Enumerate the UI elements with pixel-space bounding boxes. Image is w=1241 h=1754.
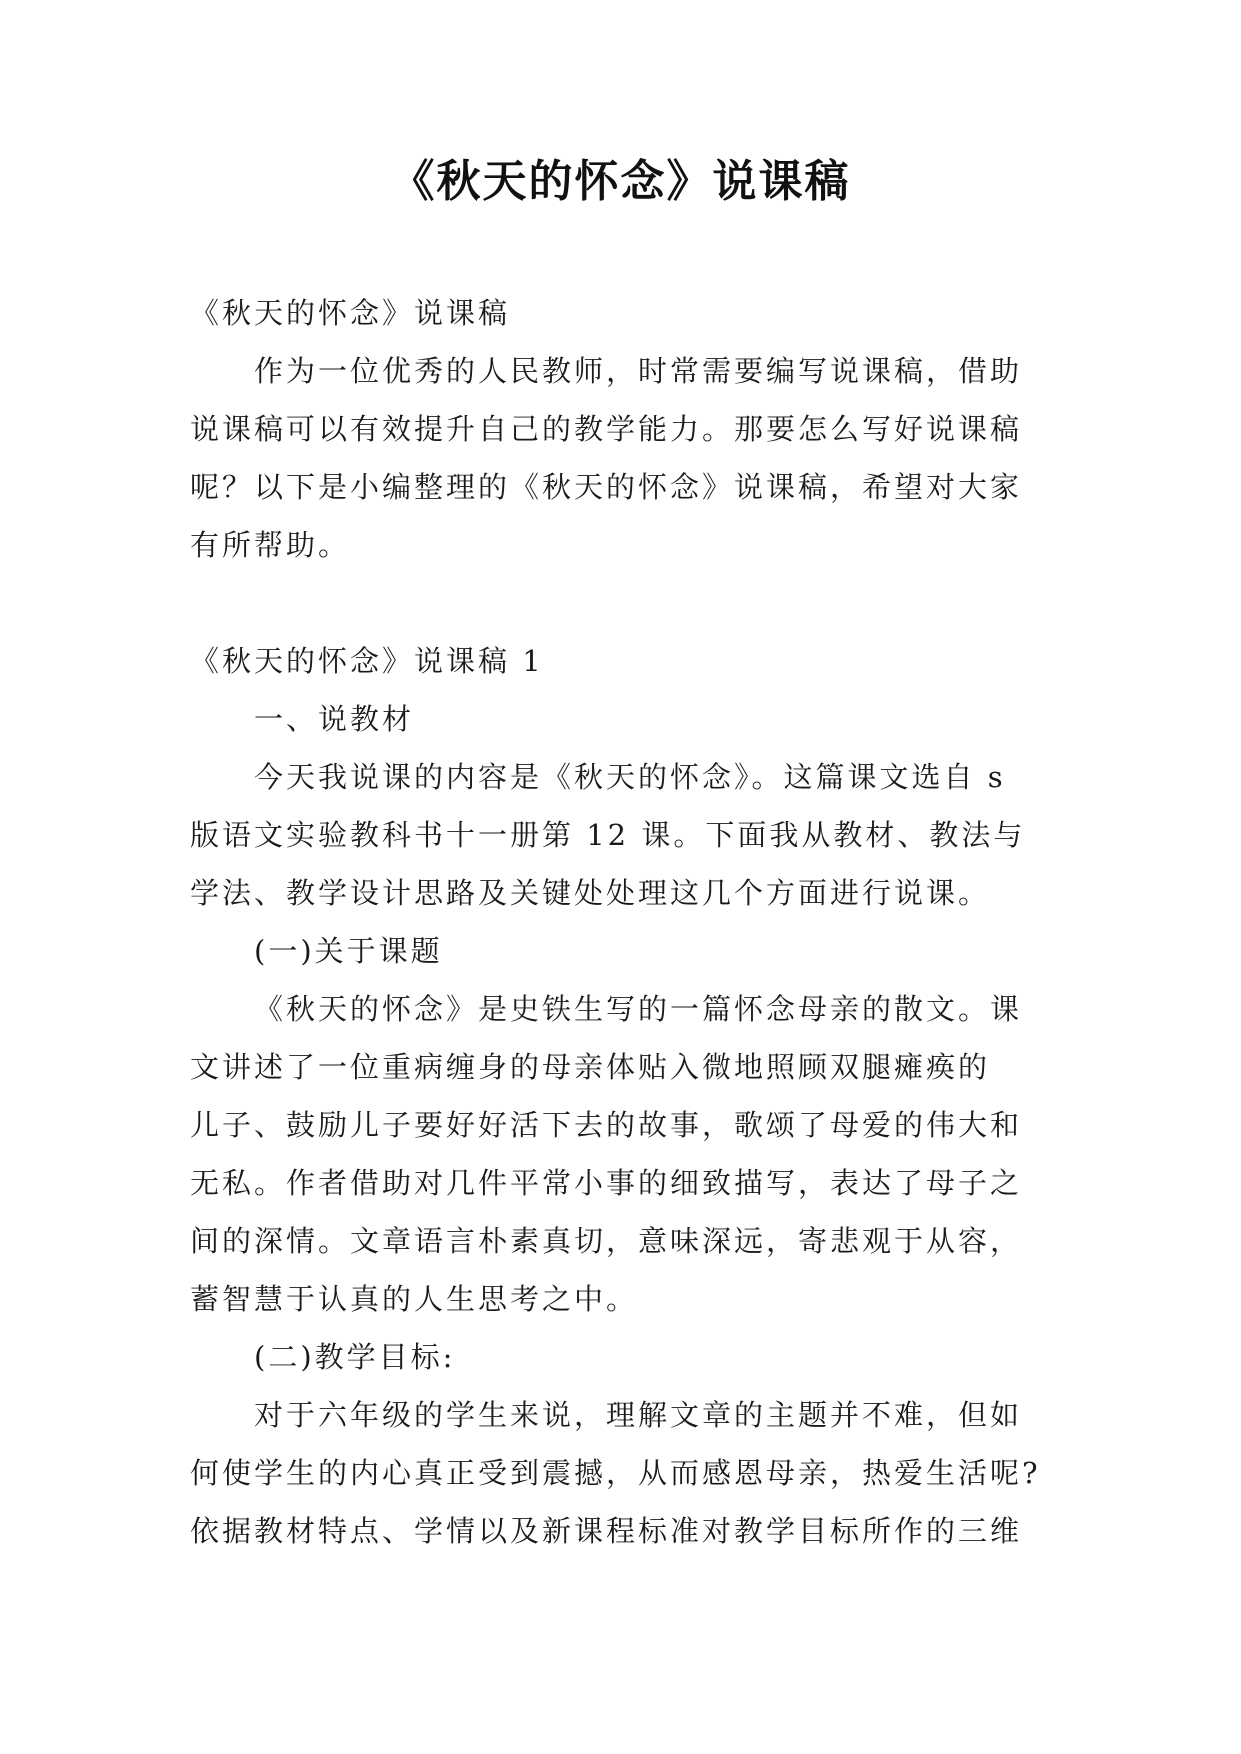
paragraph-line: 版语文实验教科书十一册第 12 课。下面我从教材、教法与 (190, 818, 1026, 852)
document-body (190, 284, 1054, 1560)
paragraph-line: 间的深情。文章语言朴素真切，意味深远，寄悲观于从容， (190, 1224, 1023, 1258)
paragraph-line: 文讲述了一位重病缠身的母亲体贴入微地照顾双腿瘫痪的 (190, 1050, 991, 1084)
paragraph-line: 对于六年级的学生来说，理解文章的主题并不难，但如 (254, 1398, 1023, 1432)
paragraph-line: 《秋天的怀念》是史铁生写的一篇怀念母亲的散文。课 (254, 992, 1023, 1026)
document-subtitle: 《秋天的怀念》说课稿 (190, 296, 511, 330)
paragraph-line: 蓄智慧于认真的人生思考之中。 (190, 1282, 639, 1316)
paragraph-line: 无私。作者借助对几件平常小事的细致描写，表达了母子之 (190, 1166, 1023, 1200)
paragraph-line: 作为一位优秀的人民教师，时常需要编写说课稿，借助 (254, 354, 1023, 388)
paragraph-line: 有所帮助。 (190, 528, 351, 562)
paragraph-line: 呢？以下是小编整理的《秋天的怀念》说课稿，希望对大家 (190, 470, 1023, 504)
blank-line (190, 574, 1054, 632)
section-title: 《秋天的怀念》说课稿 1 (190, 644, 544, 678)
paragraph-line: 说课稿可以有效提升自己的教学能力。那要怎么写好说课稿 (190, 412, 1023, 446)
paragraph-line: 何使学生的内心真正受到震撼，从而感恩母亲，热爱生活呢? (190, 1456, 1041, 1490)
paragraph-topic (190, 980, 1054, 1328)
paragraph-line: 今天我说课的内容是《秋天的怀念》。这篇课文选自 s (254, 760, 1006, 794)
intro-paragraph (190, 342, 1054, 574)
paragraph-line: 依据教材特点、学情以及新课程标准对教学目标所作的三维 (190, 1514, 1023, 1548)
subheading-topic: (一)关于课题 (254, 934, 443, 968)
paragraph-line: 学法、教学设计思路及关键处处理这几个方面进行说课。 (190, 876, 991, 910)
paragraph-goals (190, 1386, 1054, 1560)
subheading-goals: (二)教学目标: (254, 1340, 456, 1374)
document-title: 《秋天的怀念》说课稿 (390, 156, 851, 207)
section-heading: 一、说教材 (254, 702, 415, 736)
paragraph-line: 儿子、鼓励儿子要好好活下去的故事，歌颂了母爱的伟大和 (190, 1108, 1023, 1142)
paragraph-materials (190, 748, 1054, 922)
